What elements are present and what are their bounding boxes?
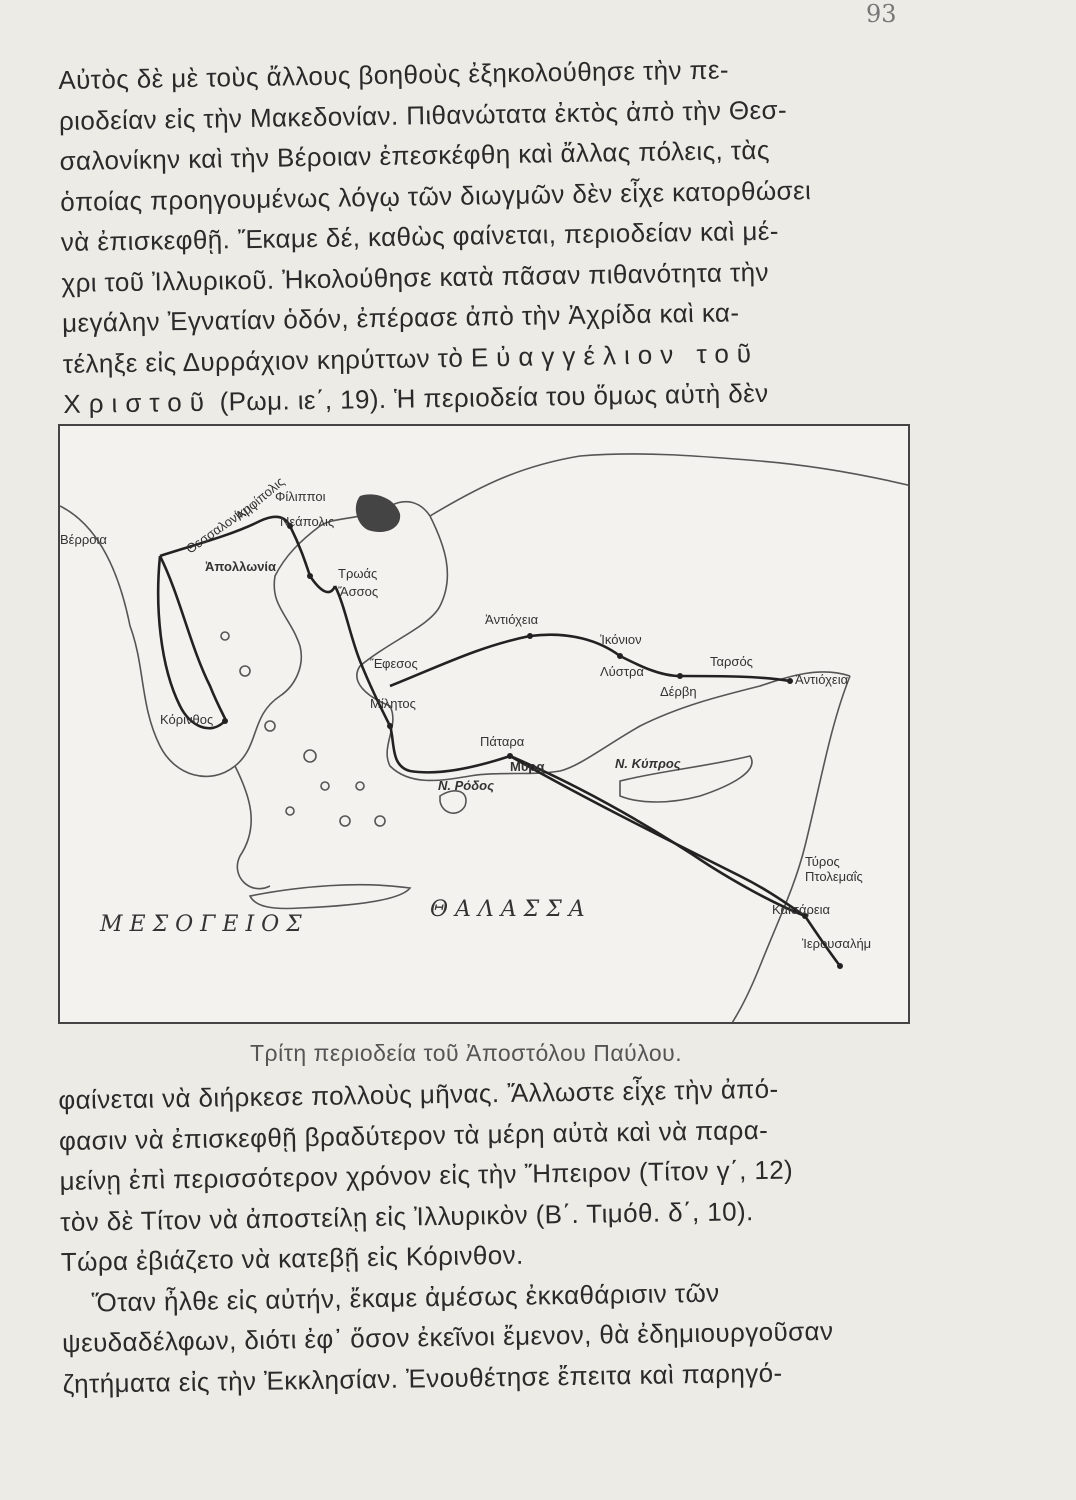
text-line: ριοδείαν εἰς τὴν Μακεδονίαν. Πιθανώτατα ἐκτὸς ἀπὸ τὴν Θεσ- [58,94,788,136]
map-label: Θεσσαλονίκη [183,500,255,557]
map-label: Ἄσσος [338,584,379,599]
top-paragraph [58,46,924,424]
sea-label: Μ Ε Σ Ο Γ Ε Ι Ο Σ [100,912,302,937]
map-label: Ταρσός [710,654,753,669]
text-line: μεγάλην Ἐγνατίαν ὁδόν, ἐπέρασε ἀπὸ τὴν Ἀχρίδα καὶ κα- [61,297,740,338]
map-label: Λύστρα [600,664,644,679]
map-drawing [60,426,910,1024]
map-label: Φίλιπποι [275,489,326,504]
text-line: φασιν νὰ ἐπισκεφθῇ βραδύτερον τὰ μέρη αὐτὰ καὶ νὰ παρα- [58,1114,769,1156]
map-label: Τύρος [805,854,840,869]
spaced-gospel: Εὐαγγέλιον τοῦ [470,337,760,373]
text-line: χρι τοῦ Ἰλλυρικοῦ. Ἠκολούθησε κατὰ πᾶσαν πιθανότητα τὴν [61,256,770,298]
map-label: Μίλητος [370,696,416,711]
map-label: Ἀπολλωνία [205,559,277,574]
text-line: ὁποίας προηγουμένως λόγῳ τῶν διωγμῶν δὲν εἶχε κατορθώσει [59,174,812,217]
text-line: τὸν δὲ Τίτον νὰ ἀποστείλῃ εἰς Ἰλλυρικὸν (Β΄. Τιμόθ. δ΄, 10). [59,1195,754,1237]
text-line: μείνῃ ἐπὶ περισσότερον χρόνον εἰς τὴν Ἤπειρον (Τίτον γ΄, 12) [59,1154,794,1196]
map-label: Ἱερουσαλήμ [802,936,872,951]
map-label: Κόρινθος [160,712,214,727]
map-label: Βέρροια [60,532,107,547]
map-label: Ἰκόνιον [600,632,642,647]
map-label: Ν. Ρόδος [438,778,495,793]
map-label: Δέρβη [660,684,697,699]
map-label: Νεάπολις [280,514,335,529]
sea-label: Θ Α Λ Α Σ Σ Α [430,897,585,922]
text-line: ψευδαδέλφων, διότι ἐφ᾿ ὅσον ἐκεῖνοι ἔμενον, θὰ ἐδημιουργοῦσαν [61,1315,834,1358]
bottom-paragraph [58,1066,923,1403]
map-label: Καισάρεια [772,902,831,917]
map-label: Μύρα [510,759,545,774]
map-label: Ἀμφίπολις [232,473,288,524]
text-line: Ὅταν ἦλθε εἰς αὐτήν, ἔκαμε ἀμέσως ἐκκαθάρισιν τῶν [91,1277,720,1317]
spaced-christ: Χριστοῦ [63,386,213,419]
map-label: Ἀντιόχεια [485,612,539,627]
text-line: φαίνεται νὰ διήρκεσε πολλοὺς μῆνας. Ἄλλωστε εἶχε τὴν ἀπό- [58,1073,779,1115]
map-label: Τρωάς [338,566,378,581]
text-line: Τώρα ἐβιάζετο νὰ κατεβῇ εἰς Κόρινθον. [60,1239,524,1277]
map-caption: Τρίτη περιοδεία τοῦ Ἀποστόλου Παύλου. [250,1040,683,1066]
map-label: Πτολεμαΐς [805,869,863,884]
map-label: Ἀντιόχεια [795,672,849,687]
map-label: Ἔφεσος [370,656,418,671]
text-line: Αὐτὸς δὲ μὲ τοὺς ἄλλους βοηθοὺς ἐξηκολούθησε τὴν πε- [58,54,730,95]
page-number: 93 [866,0,897,28]
text-fragment: τέληξε εἰς Δυρράχιον κηρύττων τὸ [62,342,464,379]
journey-map [58,424,910,1024]
map-label: Πάταρα [480,734,525,749]
map-label: Ν. Κύπρος [615,756,681,771]
text-line: σαλονίκην καὶ τὴν Βέροιαν ἐπεσκέφθη καὶ ἄλλας πόλεις, τὰς [59,134,771,176]
text-fragment: (Ρωμ. ιε΄, 19). Ἡ περιοδεία του ὅμως αὐτὴ δὲν [219,377,769,417]
text-line: νὰ ἐπισκεφθῇ. Ἔκαμε δέ, καθὼς φαίνεται, περιοδείαν καὶ μέ- [60,215,780,257]
text-line: ζητήματα εἰς τὴν Ἐκκλησίαν. Ἐνουθέτησε ἔπειτα καὶ παρηγό- [62,1357,783,1399]
